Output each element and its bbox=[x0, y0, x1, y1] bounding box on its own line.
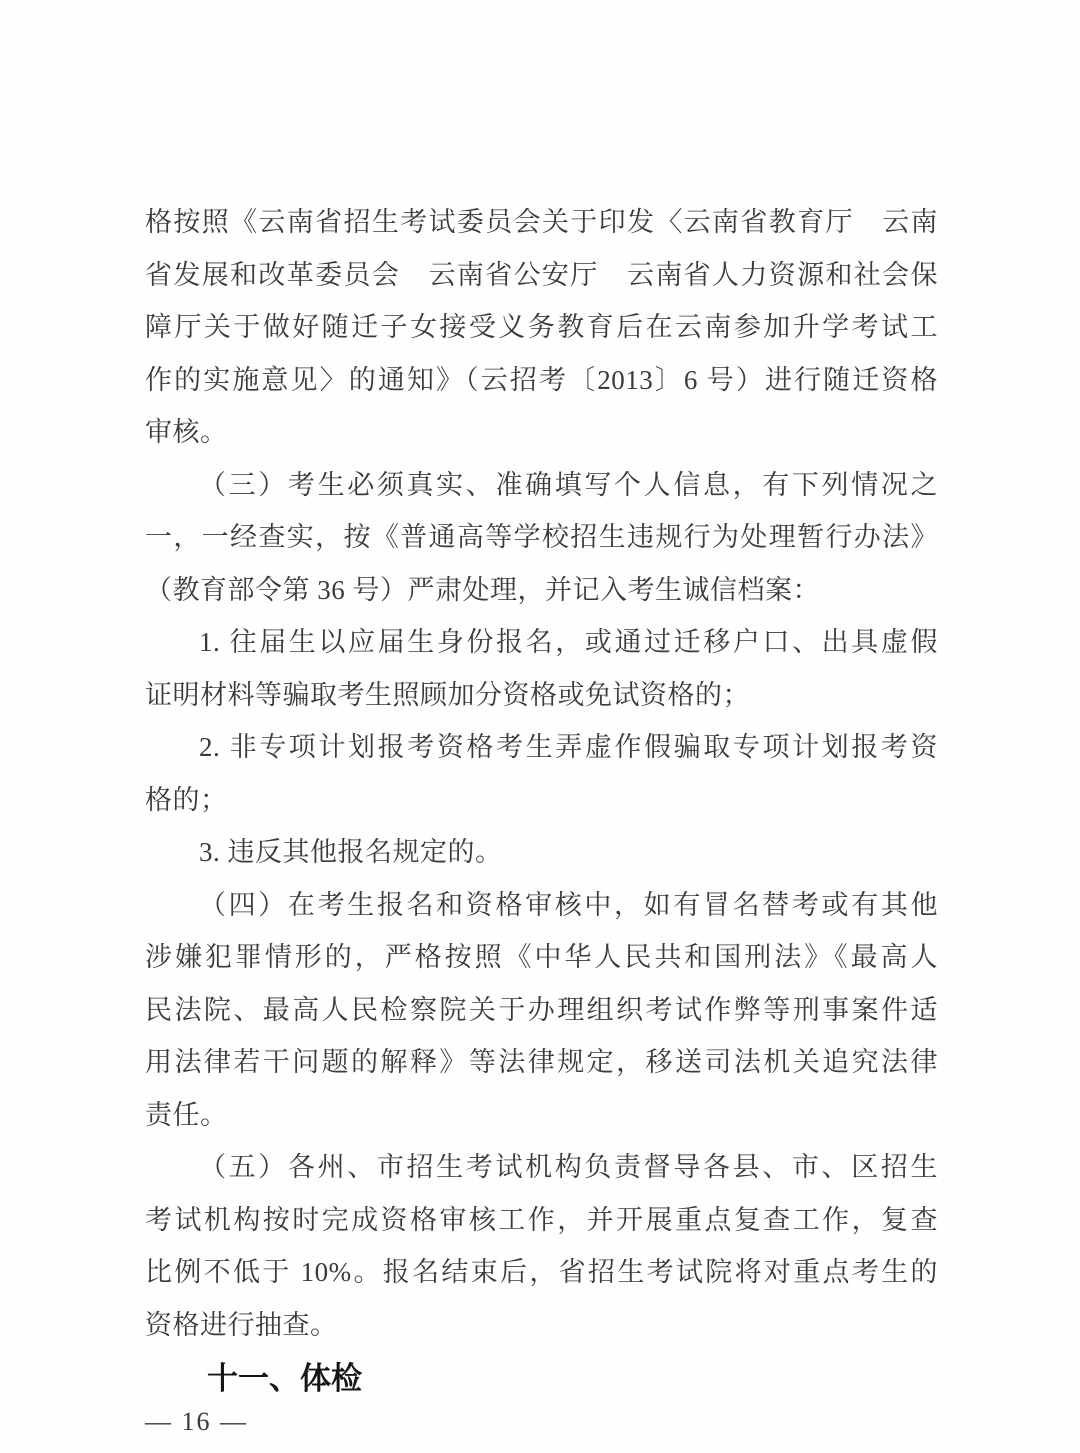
text-line: 作的实施意见〉的通知》（云招考〔2013〕6 号）进行随迁资格 bbox=[145, 364, 938, 395]
text-line: （三）考生必须真实、准确填写个人信息，有下列情况之 bbox=[199, 469, 938, 500]
text-line: 2. 非专项计划报考资格考生弄虚作假骗取专项计划报考资 bbox=[199, 732, 938, 762]
text-line: 审核。 bbox=[145, 417, 228, 447]
text-line: 省发展和改革委员会 云南省公安厅 云南省人力资源和社会保 bbox=[145, 259, 938, 290]
text-line: 格按照《云南省招生考试委员会关于印发〈云南省教育厅 云南 bbox=[145, 207, 938, 237]
section-heading: 十一、体检 bbox=[207, 1361, 362, 1396]
text-line: 责任。 bbox=[145, 1099, 228, 1130]
text-line: 涉嫌犯罪情形的，严格按照《中华人民共和国刑法》《最高人 bbox=[145, 942, 938, 972]
text-line: 格的； bbox=[145, 784, 228, 815]
text-line: 资格进行抽查。 bbox=[145, 1309, 338, 1340]
text-line: 证明材料等骗取考生照顾加分资格或免试资格的； bbox=[145, 679, 750, 710]
text-line: （教育部令第 36 号）严肃处理，并记入考生诚信档案： bbox=[145, 574, 820, 605]
text-line: 比例不低于 10%。报名结束后，省招生考试院将对重点考生的 bbox=[145, 1257, 938, 1287]
text-line: 民法院、最高人民检察院关于办理组织考试作弊等刑事案件适 bbox=[145, 994, 938, 1025]
text-line: 障厅关于做好随迁子女接受义务教育后在云南参加升学考试工 bbox=[145, 312, 938, 342]
text-line: 一，一经查实，按《普通高等学校招生违规行为处理暂行办法》 bbox=[145, 522, 938, 552]
text-line: 用法律若干问题的解释》等法律规定，移送司法机关追究法律 bbox=[145, 1047, 938, 1077]
page-number: — 16 — bbox=[145, 1407, 248, 1436]
document-body bbox=[145, 196, 938, 1439]
text-line: 3. 违反其他报名规定的。 bbox=[199, 837, 503, 867]
text-line: 1. 往届生以应届生身份报名，或通过迁移户口、出具虚假 bbox=[199, 627, 938, 657]
text-line: （五）各州、市招生考试机构负责督导各县、市、区招生 bbox=[199, 1152, 938, 1182]
text-line: 考试机构按时完成资格审核工作，并开展重点复查工作，复查 bbox=[145, 1204, 938, 1235]
text-line: （四）在考生报名和资格审核中，如有冒名替考或有其他 bbox=[199, 889, 938, 920]
body-lines bbox=[145, 196, 938, 1351]
